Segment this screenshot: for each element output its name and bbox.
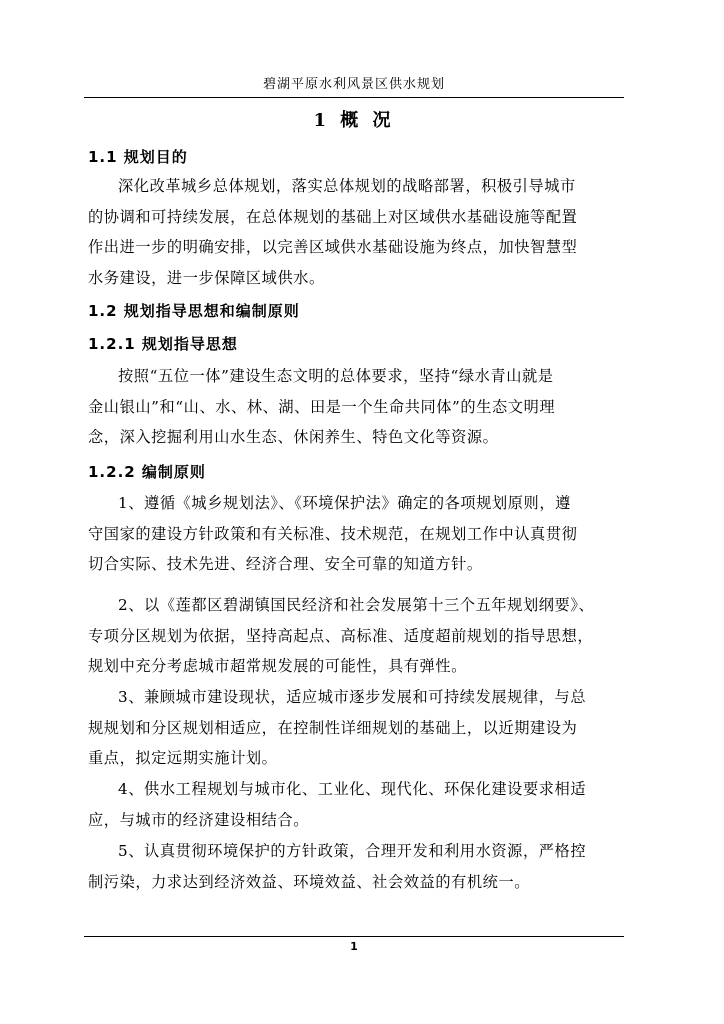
paragraph-line: 作出进一步的明确安排，以完善区域供水基础设施为终点，加快智慧型 [88,238,578,256]
paragraph-line: 切合实际、技术先进、经济合理、安全可靠的知道方针。 [88,555,483,573]
paragraph-line: 水务建设，进一步保障区域供水。 [88,268,325,287]
principle-paragraph-1 [88,488,624,580]
paragraph-line: 规规划和分区规划相适应，在控制性详细规划的基础上，以近期建设为 [88,718,578,737]
paragraph-line: 5、认真贯彻环境保护的方针政策，合理开发和利用水资源，严格控 [118,842,587,860]
paragraph-line: 规划中充分考虑城市超常规发展的可能性，具有弹性。 [88,657,467,675]
paragraph-line: 4、供水工程规划与城市化、工业化、现代化、环保化建设要求相适 [118,780,587,798]
section-heading-1-2-2: 1.2.2 编制原则 [88,463,206,481]
principle-paragraph-3 [88,682,624,774]
paragraph-line: 金山银山”和“山、水、林、湖、田是一个生命共同体”的生态文明理 [88,397,556,416]
paragraph-line: 3、兼顾城市建设现状，适应城市逐步发展和可持续发展规律，与总 [118,688,587,706]
section-heading-1-1: 1.1 规划目的 [88,148,188,166]
chapter-title: 1 概 况 [313,110,395,131]
paragraph-line: 1、遵循《城乡规划法》、《环境保护法》确定的各项规划原则，遵 [118,494,571,512]
principle-paragraph-5 [88,836,624,897]
paragraph-line: 2、以《莲都区碧湖镇国民经济和社会发展第十三个五年规划纲要》、 [118,596,595,614]
section-1-1-paragraph [88,171,624,293]
section-heading-1-2: 1.2 规划指导思想和编制原则 [88,302,300,320]
paragraph-line: 按照“五位一体”建设生态文明的总体要求，坚持“绿水青山就是 [118,367,554,385]
paragraph-line: 应，与城市的经济建设相结合。 [88,810,310,829]
principle-paragraph-4 [88,774,624,835]
running-header: 碧湖平原水利风景区供水规划 [262,77,445,92]
section-heading-1-2-1: 1.2.1 规划指导思想 [88,335,238,353]
section-1-2-1-paragraph [88,361,624,453]
principle-paragraph-2 [88,590,624,682]
footer-rule [84,936,624,937]
paragraph-line: 深化改革城乡总体规划，落实总体规划的战略部署，积极引导城市 [118,177,576,195]
paragraph-line: 重点，拟定远期实施计划。 [88,749,278,767]
page-number: 1 [350,940,358,953]
paragraph-line: 专项分区规划为依据，坚持高起点、高标准、适度超前规划的指导思想， [88,626,594,645]
paragraph-line: 守国家的建设方针政策和有关标准、技术规范，在规划工作中认真贯彻 [88,524,578,543]
paragraph-line: 念，深入挖掘利用山水生态、休闲养生、特色文化等资源。 [88,428,499,446]
paragraph-line: 制污染，力求达到经济效益、环境效益、社会效益的有机统一。 [88,872,531,891]
paragraph-line: 的协调和可持续发展，在总体规划的基础上对区域供水基础设施等配置 [88,207,578,226]
header-rule [84,97,624,98]
